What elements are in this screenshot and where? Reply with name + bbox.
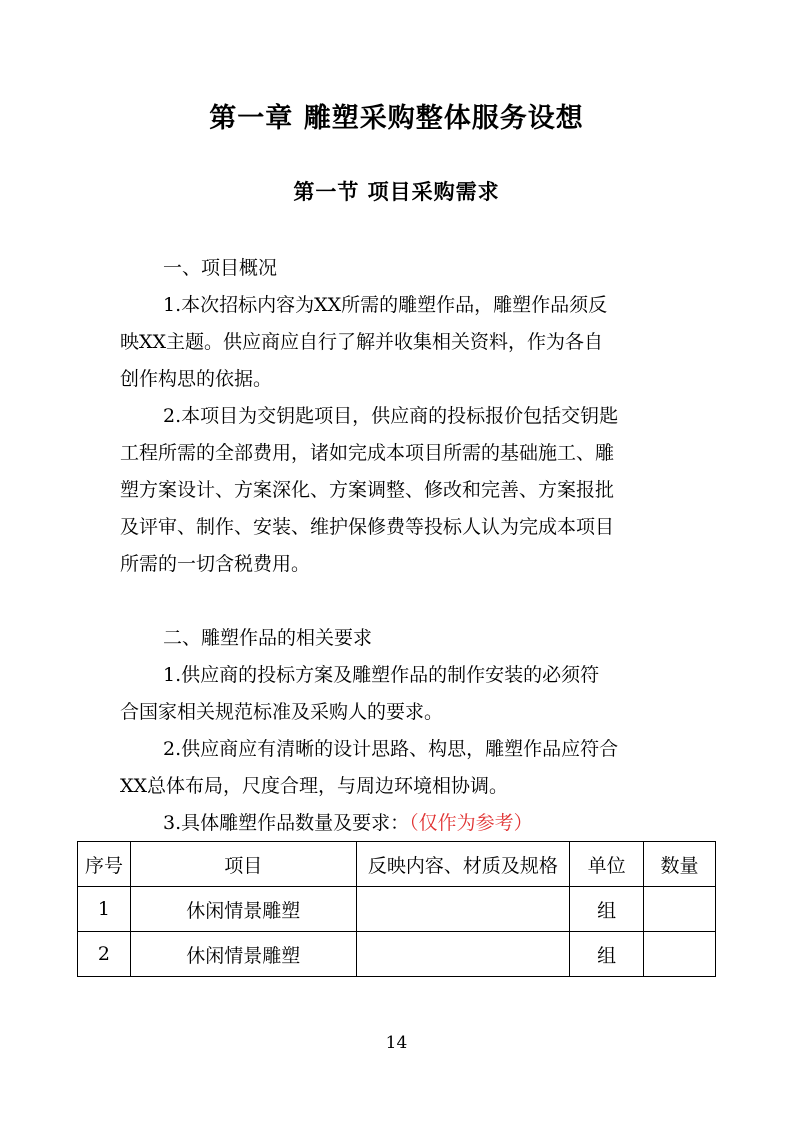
chapter-title: 第一章 雕塑采购整体服务设想 (209, 103, 584, 134)
part1-item2-line1: 2.本项目为交钥匙项目，供应商的投标报价包括交钥匙 (163, 405, 619, 427)
sculpture-requirements-table (77, 841, 716, 977)
part2-item1-line1: 1.供应商的投标方案及雕塑作品的制作安装的必须符 (163, 664, 600, 686)
cell-unit: 组 (570, 887, 644, 932)
header-item: 项目 (130, 842, 356, 887)
part2-item1-line2: 合国家相关规范标准及采购人的要求。 (120, 701, 444, 723)
part2-item2-line2: XX总体布局，尺度合理，与周边环境相协调。 (120, 775, 509, 797)
part1-item2-line3: 塑方案设计、方案深化、方案调整、修改和完善、方案报批 (120, 479, 615, 501)
cell-unit: 组 (570, 932, 644, 977)
part1-item1-line1: 1.本次招标内容为XX所需的雕塑作品，雕塑作品须反 (163, 294, 608, 316)
cell-index: 2 (78, 932, 131, 977)
cell-item: 休闲情景雕塑 (130, 932, 356, 977)
header-content-spec: 反映内容、材质及规格 (356, 842, 570, 887)
table-header-row (78, 842, 716, 887)
part2-item2-line1: 2.供应商应有清晰的设计思路、构思，雕塑作品应符合 (163, 738, 619, 760)
part1-item2-line5: 所需的一切含税费用。 (120, 553, 311, 575)
header-index: 序号 (78, 842, 131, 887)
cell-content-spec (356, 887, 570, 932)
part1-item2-line4: 及评审、制作、安装、维护保修费等投标人认为完成本项目 (120, 516, 615, 538)
cell-index: 1 (78, 887, 131, 932)
reference-note: （仅作为参考） (409, 812, 533, 834)
header-unit: 单位 (570, 842, 644, 887)
part1-item1-line3: 创作构思的依据。 (120, 368, 273, 390)
table-row (78, 887, 716, 932)
header-quantity: 数量 (644, 842, 716, 887)
cell-quantity (644, 932, 716, 977)
cell-content-spec (356, 932, 570, 977)
section-title: 第一节 项目采购需求 (293, 180, 500, 204)
page-number: 14 (385, 1033, 408, 1053)
cell-quantity (644, 887, 716, 932)
table-row (78, 932, 716, 977)
part2-item3 (163, 808, 533, 838)
part2-item3-text: 3.具体雕塑作品数量及要求： (163, 812, 410, 834)
part1-item1-line2: 映XX主题。供应商应自行了解并收集相关资料，作为各自 (120, 331, 604, 353)
cell-item: 休闲情景雕塑 (130, 887, 356, 932)
part1-heading: 一、项目概况 (163, 257, 278, 279)
part1-item2-line2: 工程所需的全部费用，诸如完成本项目所需的基础施工、雕 (120, 442, 615, 464)
part2-heading: 二、雕塑作品的相关要求 (163, 627, 373, 649)
